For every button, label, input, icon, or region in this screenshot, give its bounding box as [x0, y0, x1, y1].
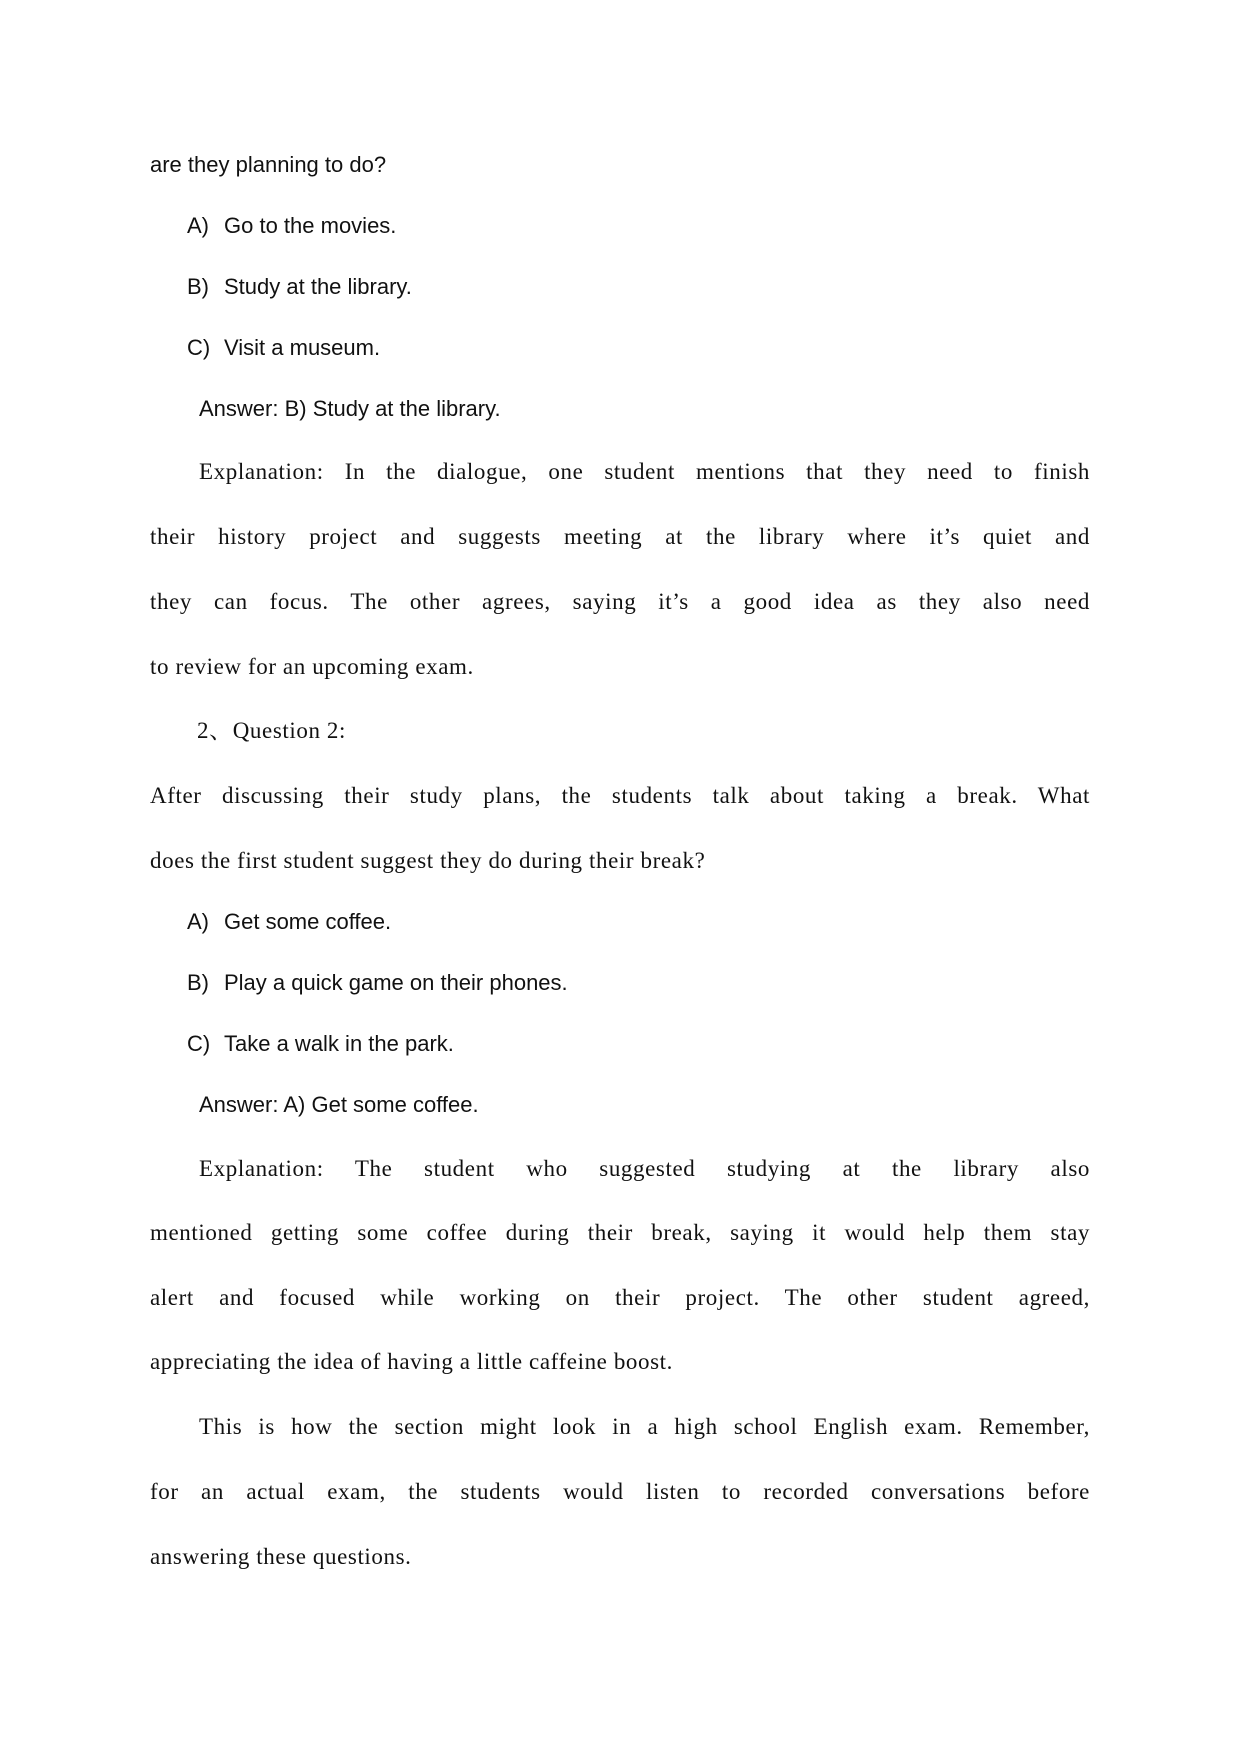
question-1-explanation-line-1: Explanation: In the dialogue, one student mentions that they need to finish: [199, 459, 1090, 484]
closing-line-3: answering these questions.: [150, 1544, 412, 1569]
question-1-option-a: [187, 215, 396, 237]
option-letter: C): [187, 1031, 211, 1056]
option-letter: B): [187, 970, 209, 995]
option-letter: A): [187, 909, 209, 934]
question-2-heading: 2、Question 2:: [197, 718, 346, 743]
question-1-explanation-line-2: their history project and suggests meeting at the library where it’s quiet and: [150, 524, 1090, 549]
question-2-answer: Answer: A) Get some coffee.: [199, 1092, 479, 1117]
question-1-option-c: [187, 337, 380, 359]
question-1-stem: are they planning to do?: [150, 152, 387, 177]
question-2-explanation-line-3: alert and focused while working on their project. The other student agreed,: [150, 1285, 1090, 1310]
question-1-option-b: [187, 276, 412, 298]
option-text: Go to the movies.: [224, 213, 397, 238]
question-1-answer: Answer: B) Study at the library.: [199, 396, 501, 421]
option-letter: B): [187, 274, 209, 299]
option-text: Get some coffee.: [224, 909, 392, 934]
closing-line-2: for an actual exam, the students would listen to recorded conversations before: [150, 1479, 1090, 1504]
option-letter: C): [187, 335, 211, 360]
closing-line-1: This is how the section might look in a high school English exam. Remember,: [199, 1414, 1090, 1439]
question-2-option-b: [187, 972, 568, 994]
question-2-option-a: [187, 911, 391, 933]
question-1-explanation-line-4: to review for an upcoming exam.: [150, 654, 474, 679]
question-1-explanation-line-3: they can focus. The other agrees, saying it’s a good idea as they also need: [150, 589, 1090, 614]
option-text: Take a walk in the park.: [224, 1031, 454, 1056]
option-text: Visit a museum.: [224, 335, 381, 360]
option-letter: A): [187, 213, 209, 238]
question-2-explanation-line-1: Explanation: The student who suggested studying at the library also: [199, 1156, 1090, 1181]
question-2-stem-line-1: After discussing their study plans, the students talk about taking a break. What: [150, 783, 1090, 808]
question-2-stem-line-2: does the first student suggest they do during their break?: [150, 848, 706, 873]
question-2-option-c: [187, 1033, 454, 1055]
option-text: Study at the library.: [224, 274, 412, 299]
option-text: Play a quick game on their phones.: [224, 970, 568, 995]
question-2-explanation-line-4: appreciating the idea of having a little caffeine boost.: [150, 1349, 674, 1374]
question-2-explanation-line-2: mentioned getting some coffee during their break, saying it would help them stay: [150, 1220, 1090, 1245]
